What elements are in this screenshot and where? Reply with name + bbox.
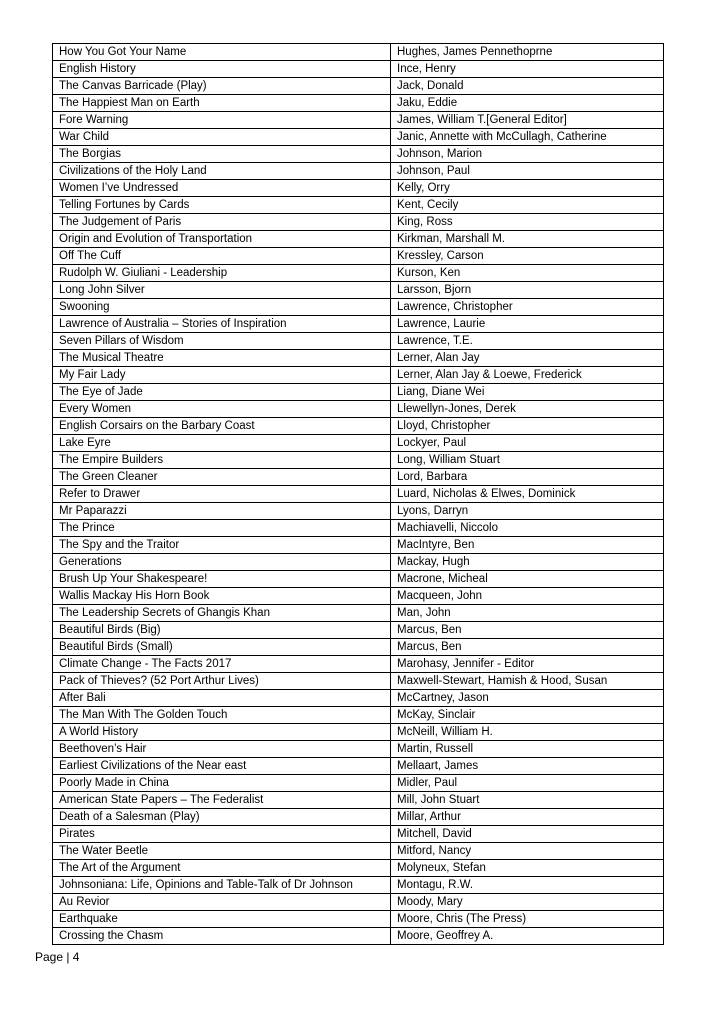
book-title-cell: Wallis Mackay His Horn Book [53,588,391,605]
table-row [53,843,664,860]
table-row [53,350,664,367]
book-author-cell: James, William T.[General Editor] [391,112,664,129]
book-author-cell: Mitford, Nancy [391,843,664,860]
book-title-cell: The Borgias [53,146,391,163]
book-title-cell: English History [53,61,391,78]
table-row [53,741,664,758]
book-title-cell: War Child [53,129,391,146]
book-title-cell: Johnsoniana: Life, Opinions and Table-Talk of Dr Johnson [53,877,391,894]
table-row [53,282,664,299]
book-author-cell: Martin, Russell [391,741,664,758]
book-author-cell: Mitchell, David [391,826,664,843]
table-row [53,452,664,469]
book-title-cell: Every Women [53,401,391,418]
table-row [53,486,664,503]
book-author-cell: Marcus, Ben [391,639,664,656]
book-author-cell: Lawrence, Christopher [391,299,664,316]
table-row [53,520,664,537]
book-author-cell: Lerner, Alan Jay & Loewe, Frederick [391,367,664,384]
table-row [53,775,664,792]
book-author-cell: Marohasy, Jennifer - Editor [391,656,664,673]
book-author-cell: Lyons, Darryn [391,503,664,520]
book-title-cell: Death of a Salesman (Play) [53,809,391,826]
book-title-cell: Climate Change - The Facts 2017 [53,656,391,673]
table-row [53,231,664,248]
table-row [53,911,664,928]
book-author-cell: Kurson, Ken [391,265,664,282]
table-row [53,435,664,452]
book-author-cell: Montagu, R.W. [391,877,664,894]
book-author-cell: Lloyd, Christopher [391,418,664,435]
book-author-cell: Johnson, Marion [391,146,664,163]
book-author-cell: Jaku, Eddie [391,95,664,112]
book-title-cell: The Spy and the Traitor [53,537,391,554]
book-title-cell: The Art of the Argument [53,860,391,877]
table-row [53,299,664,316]
book-title-cell: Lawrence of Australia – Stories of Inspiration [53,316,391,333]
book-author-cell: Janic, Annette with McCullagh, Catherine [391,129,664,146]
table-row [53,588,664,605]
book-title-cell: The Canvas Barricade (Play) [53,78,391,95]
book-title-cell: Telling Fortunes by Cards [53,197,391,214]
book-title-cell: Off The Cuff [53,248,391,265]
book-title-cell: Beethoven’s Hair [53,741,391,758]
book-author-cell: Llewellyn-Jones, Derek [391,401,664,418]
page-number: Page | 4 [35,950,80,964]
table-row [53,809,664,826]
book-author-cell: Lerner, Alan Jay [391,350,664,367]
book-author-cell: McNeill, William H. [391,724,664,741]
table-row [53,690,664,707]
book-title-cell: Generations [53,554,391,571]
book-author-cell: Machiavelli, Niccolo [391,520,664,537]
table-row [53,605,664,622]
book-author-cell: Larsson, Bjorn [391,282,664,299]
table-row [53,724,664,741]
book-list-table [52,43,664,945]
book-author-cell: Lawrence, T.E. [391,333,664,350]
book-title-cell: How You Got Your Name [53,44,391,61]
book-title-cell: Beautiful Birds (Small) [53,639,391,656]
book-title-cell: Fore Warning [53,112,391,129]
table-row [53,44,664,61]
table-row [53,146,664,163]
table-row [53,367,664,384]
book-title-cell: Origin and Evolution of Transportation [53,231,391,248]
table-row [53,265,664,282]
book-title-cell: The Happiest Man on Earth [53,95,391,112]
table-row [53,163,664,180]
book-author-cell: Moore, Chris (The Press) [391,911,664,928]
book-title-cell: Beautiful Birds (Big) [53,622,391,639]
book-author-cell: Millar, Arthur [391,809,664,826]
book-title-cell: Pirates [53,826,391,843]
book-title-cell: Refer to Drawer [53,486,391,503]
table-row [53,214,664,231]
table-row [53,333,664,350]
book-title-cell: Lake Eyre [53,435,391,452]
table-row [53,180,664,197]
book-author-cell: Midler, Paul [391,775,664,792]
book-title-cell: Women I’ve Undressed [53,180,391,197]
book-author-cell: Lord, Barbara [391,469,664,486]
table-row [53,95,664,112]
book-title-cell: The Empire Builders [53,452,391,469]
table-row [53,877,664,894]
table-row [53,792,664,809]
book-title-cell: Brush Up Your Shakespeare! [53,571,391,588]
table-row [53,61,664,78]
table-row [53,826,664,843]
book-author-cell: McCartney, Jason [391,690,664,707]
book-author-cell: Kelly, Orry [391,180,664,197]
table-row [53,656,664,673]
table-row [53,894,664,911]
book-list-body [53,44,664,945]
table-row [53,78,664,95]
book-author-cell: Mill, John Stuart [391,792,664,809]
book-title-cell: Seven Pillars of Wisdom [53,333,391,350]
book-title-cell: American State Papers – The Federalist [53,792,391,809]
book-title-cell: Au Revior [53,894,391,911]
book-author-cell: Macqueen, John [391,588,664,605]
book-author-cell: Mackay, Hugh [391,554,664,571]
book-title-cell: The Man With The Golden Touch [53,707,391,724]
table-row [53,860,664,877]
book-title-cell: Earliest Civilizations of the Near east [53,758,391,775]
book-title-cell: The Prince [53,520,391,537]
table-row [53,571,664,588]
book-title-cell: My Fair Lady [53,367,391,384]
book-author-cell: Luard, Nicholas & Elwes, Dominick [391,486,664,503]
book-title-cell: Long John Silver [53,282,391,299]
book-author-cell: Maxwell-Stewart, Hamish & Hood, Susan [391,673,664,690]
book-title-cell: The Green Cleaner [53,469,391,486]
book-author-cell: Ince, Henry [391,61,664,78]
table-row [53,469,664,486]
book-author-cell: Hughes, James Pennethoprne [391,44,664,61]
book-title-cell: English Corsairs on the Barbary Coast [53,418,391,435]
table-row [53,928,664,945]
book-title-cell: The Judgement of Paris [53,214,391,231]
table-row [53,401,664,418]
table-row [53,197,664,214]
book-author-cell: Jack, Donald [391,78,664,95]
book-author-cell: Lawrence, Laurie [391,316,664,333]
book-title-cell: Earthquake [53,911,391,928]
book-title-cell: After Bali [53,690,391,707]
table-row [53,758,664,775]
book-title-cell: Poorly Made in China [53,775,391,792]
book-author-cell: Johnson, Paul [391,163,664,180]
book-author-cell: Kressley, Carson [391,248,664,265]
book-title-cell: Civilizations of the Holy Land [53,163,391,180]
book-title-cell: A World History [53,724,391,741]
book-title-cell: The Leadership Secrets of Ghangis Khan [53,605,391,622]
table-row [53,112,664,129]
table-row [53,554,664,571]
book-title-cell: The Water Beetle [53,843,391,860]
book-title-cell: Pack of Thieves? (52 Port Arthur Lives) [53,673,391,690]
book-title-cell: Mr Paparazzi [53,503,391,520]
book-title-cell: The Musical Theatre [53,350,391,367]
book-title-cell: Crossing the Chasm [53,928,391,945]
table-row [53,639,664,656]
table-row [53,622,664,639]
book-title-cell: Swooning [53,299,391,316]
book-title-cell: Rudolph W. Giuliani - Leadership [53,265,391,282]
book-author-cell: Molyneux, Stefan [391,860,664,877]
book-author-cell: King, Ross [391,214,664,231]
table-row [53,316,664,333]
book-author-cell: Liang, Diane Wei [391,384,664,401]
table-row [53,537,664,554]
book-author-cell: Kirkman, Marshall M. [391,231,664,248]
book-author-cell: Kent, Cecily [391,197,664,214]
book-author-cell: Lockyer, Paul [391,435,664,452]
table-row [53,503,664,520]
table-row [53,384,664,401]
table-row [53,707,664,724]
book-title-cell: The Eye of Jade [53,384,391,401]
book-author-cell: Macrone, Micheal [391,571,664,588]
book-author-cell: McKay, Sinclair [391,707,664,724]
book-author-cell: Long, William Stuart [391,452,664,469]
table-row [53,129,664,146]
book-author-cell: Man, John [391,605,664,622]
book-author-cell: Moody, Mary [391,894,664,911]
book-author-cell: Marcus, Ben [391,622,664,639]
book-author-cell: Mellaart, James [391,758,664,775]
table-row [53,418,664,435]
table-row [53,673,664,690]
table-row [53,248,664,265]
book-author-cell: MacIntyre, Ben [391,537,664,554]
book-author-cell: Moore, Geoffrey A. [391,928,664,945]
